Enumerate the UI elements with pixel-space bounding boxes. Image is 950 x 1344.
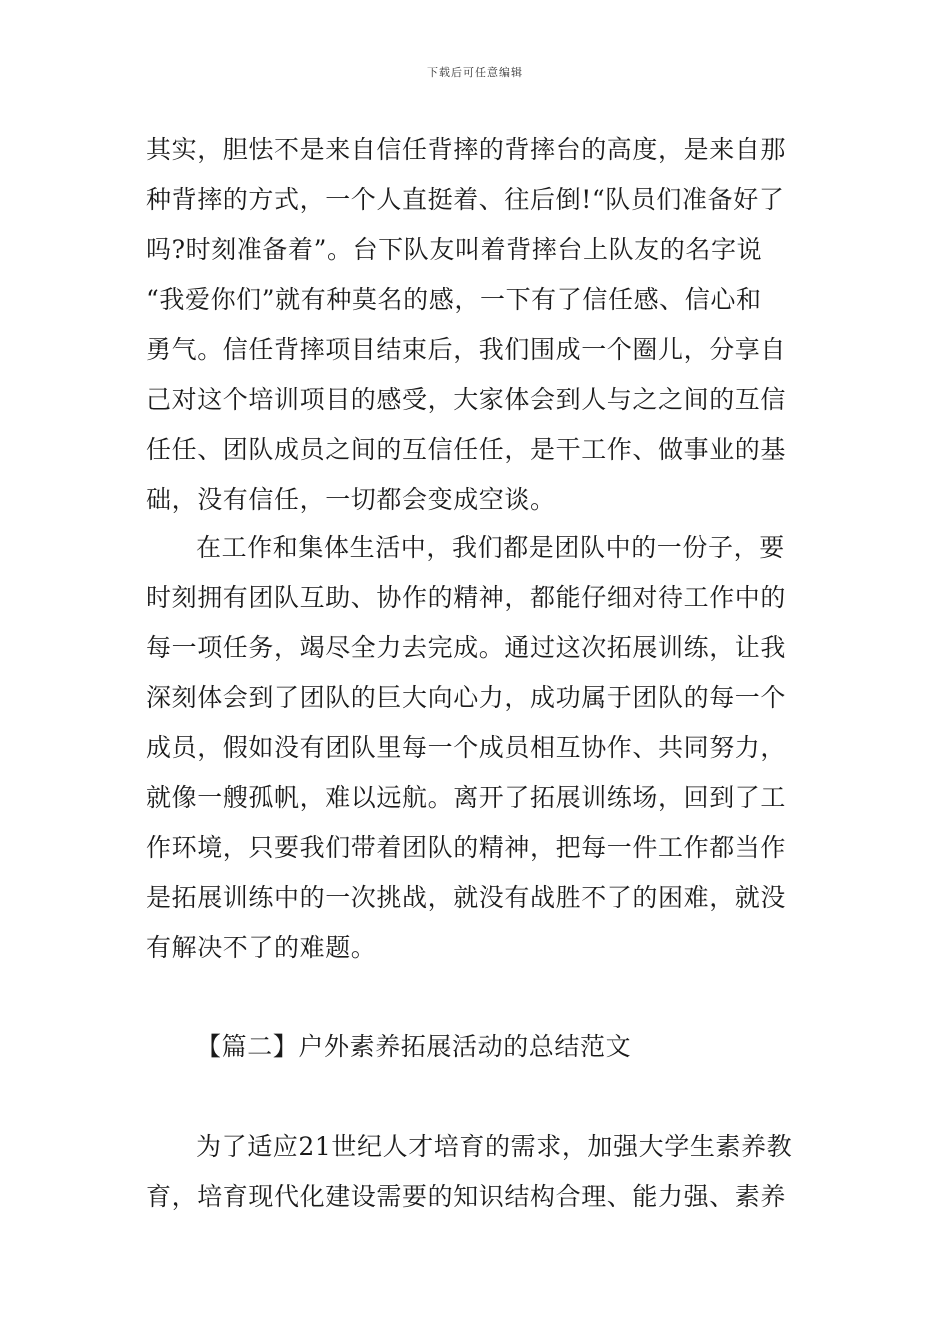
text-line-indented: 为了适应21世纪人才培育的需求，加强大学生素养教 xyxy=(196,1132,793,1161)
text-line: “我爱你们”就有种莫名的感，一下有了信任感、信心和 xyxy=(146,285,762,314)
text-line: 任任、团队成员之间的互信任任，是干工作、做事业的基 xyxy=(146,435,787,464)
paragraph-2 xyxy=(146,523,806,973)
paragraph-1 xyxy=(146,125,806,525)
text-line: 作环境，只要我们带着团队的精神，把每一件工作都当作 xyxy=(146,833,787,862)
text-line: 勇气。信任背摔项目结束后，我们围成一个圈儿，分享自 xyxy=(146,335,787,364)
header-note: 下载后可任意编辑 xyxy=(427,66,523,79)
text-line: 就像一艘孤帆，难以远航。离开了拓展训练场，回到了工 xyxy=(146,783,787,812)
text-line: 种背摔的方式，一个人直挺着、往后倒!“队员们准备好了 xyxy=(146,185,785,214)
text-line: 吗?时刻准备着”。台下队友叫着背摔台上队友的名字说 xyxy=(146,235,763,264)
section-heading: 【篇二】户外素养拓展活动的总结范文 xyxy=(196,1032,632,1061)
text-line: 成员，假如没有团队里每一个成员相互协作、共同努力， xyxy=(146,733,787,762)
text-line: 础，没有信任，一切都会变成空谈。 xyxy=(146,485,556,514)
paragraph-3 xyxy=(146,1122,806,1222)
text-line: 每一项任务，竭尽全力去完成。通过这次拓展训练，让我 xyxy=(146,633,787,662)
text-line: 有解决不了的难题。 xyxy=(146,933,377,962)
text-line: 深刻体会到了团队的巨大向心力，成功属于团队的每一个 xyxy=(146,683,787,712)
text-line: 时刻拥有团队互助、协作的精神，都能仔细对待工作中的 xyxy=(146,583,787,612)
text-line: 是拓展训练中的一次挑战，就没有战胜不了的困难，就没 xyxy=(146,883,787,912)
text-line-indented: 在工作和集体生活中，我们都是团队中的一份子，要 xyxy=(196,533,785,562)
text-line: 己对这个培训项目的感受，大家体会到人与之之间的互信 xyxy=(146,385,787,414)
text-line: 其实，胆怯不是来自信任背摔的背摔台的高度，是来自那 xyxy=(146,135,787,164)
text-line: 育，培育现代化建设需要的知识结构合理、能力强、素养 xyxy=(146,1182,787,1211)
